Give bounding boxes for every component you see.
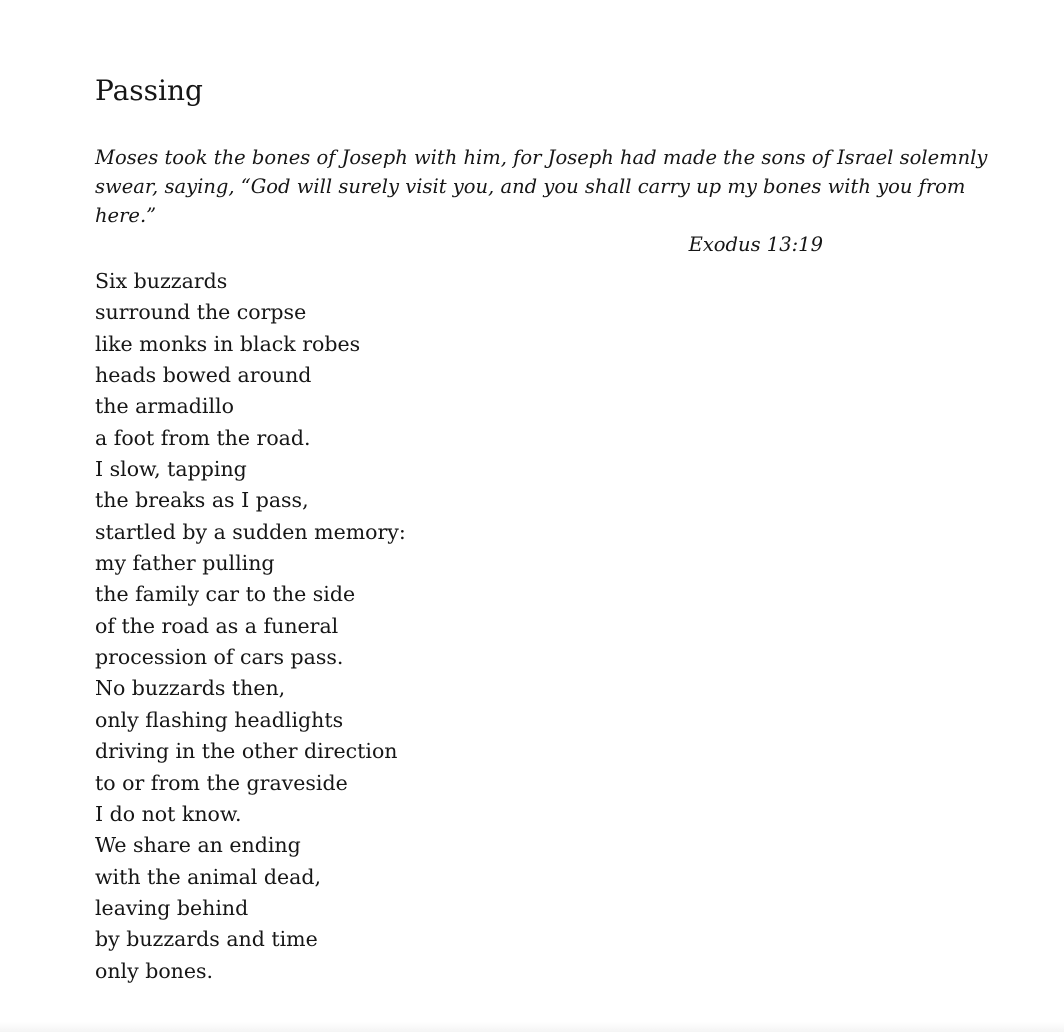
page-bottom-edge (0, 1022, 1064, 1032)
poem-line: the breaks as I pass, (95, 488, 309, 513)
poem-line: startled by a sudden memory: (95, 519, 406, 544)
poem-line: surround the corpse (95, 300, 307, 325)
poem-line: heads bowed around (95, 363, 312, 388)
poem-line: leaving behind (95, 895, 249, 920)
poem-line: like monks in black robes (95, 331, 361, 356)
poem-line: the armadillo (95, 394, 234, 419)
poem-line: driving in the other direction (95, 739, 398, 764)
poem-line: the family car to the side (95, 582, 356, 607)
poem-line: No buzzards then, (95, 676, 286, 701)
epigraph-attribution: Exodus 13:19 (688, 233, 823, 256)
poem-line: by buzzards and time (95, 927, 318, 952)
poem-line: procession of cars pass. (95, 645, 344, 670)
poem-line: Six buzzards (95, 269, 228, 293)
epigraph-line: Moses took the bones of Joseph with him, for Joseph had made the sons of Israel solemnly (95, 146, 988, 169)
page-title: Passing (95, 74, 203, 107)
poem-document (95, 0, 988, 987)
poem-line: to or from the graveside (95, 770, 348, 795)
poem-line: with the animal dead, (95, 864, 321, 889)
poem-line: only flashing headlights (95, 707, 344, 732)
poem-line: We share an ending (95, 833, 301, 858)
epigraph (95, 143, 988, 259)
poem-line: I slow, tapping (95, 457, 247, 482)
epigraph-line: here.” (95, 204, 157, 227)
poem-line: of the road as a funeral (95, 613, 339, 638)
poem-line: a foot from the road. (95, 425, 311, 450)
poem-line: my father pulling (95, 551, 275, 576)
poem-line: I do not know. (95, 801, 242, 826)
poem-body (95, 266, 979, 987)
poem-line: only bones. (95, 958, 214, 983)
epigraph-line: swear, saying, “God will surely visit you, and you shall carry up my bones with you from (95, 175, 966, 198)
